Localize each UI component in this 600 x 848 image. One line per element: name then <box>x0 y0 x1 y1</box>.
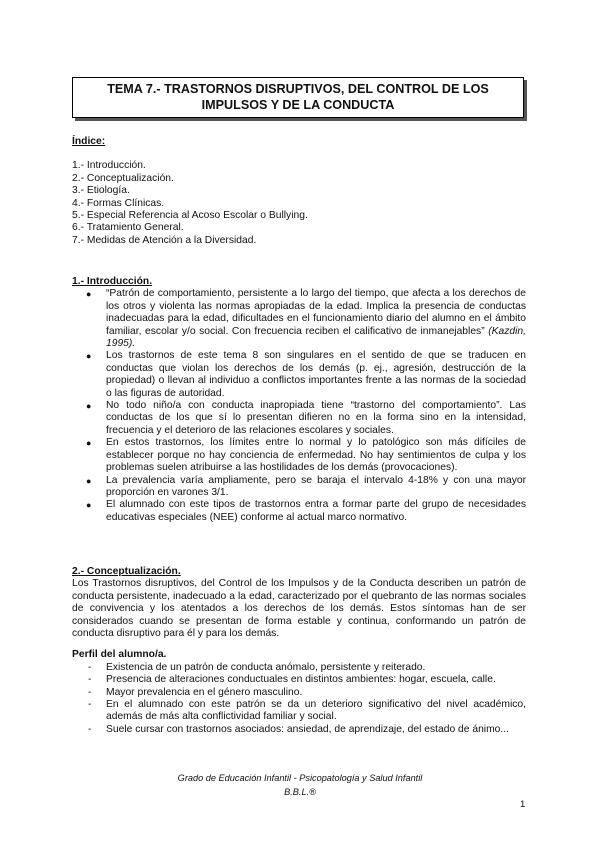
bullet-icon: ● <box>86 500 92 511</box>
bullet-icon: ● <box>86 401 92 412</box>
list-item <box>72 475 526 500</box>
index-item: 2.- Conceptualización. <box>72 172 174 184</box>
profile-item-text: Presencia de alteraciones conductuales en distintos ambientes: hogar, escuela, calle. <box>106 674 496 686</box>
index-heading: Índice: <box>72 136 106 147</box>
footer-author-line: B.B.L.® <box>284 787 316 797</box>
index-item: 6.- Tratamiento General. <box>72 222 184 234</box>
bullet-text: En estos trastornos, los límites entre lo normal y lo patológico son más difíciles de establecer porque no hay conciencia de enfermedad. No hay sentimientos de culpa y los problemas suelen atribuirse a las hostilidades de los demás (provocaciones). <box>106 437 526 474</box>
profile-item-text: Existencia de un patrón de conducta anómalo, persistente y reiterado. <box>106 661 426 673</box>
conceptualization-paragraph: Los Trastornos disruptivos, del Control de los Impulsos y de la Conducta describen un patrón de conducta persistente, inadecuado a la edad, caracterizado por el quebranto de las normas sociales de convivencia y los atentados a los derechos de los demás. Estos síntomas han de ser considerados cuando se presentan de forma estable y continua, conformando un patrón de conducta disruptivo para él y para los demás. <box>72 578 526 640</box>
index-item: 1.- Introducción. <box>72 160 146 172</box>
dash-marker: - <box>88 661 92 673</box>
list-item <box>72 400 526 437</box>
profile-heading: Perfil del alumno/a. <box>72 649 167 661</box>
introduction-section <box>72 276 526 524</box>
bullet-icon: ● <box>86 289 92 300</box>
bullet-icon: ● <box>86 438 92 449</box>
profile-item-text: Mayor prevalencia en el género masculino. <box>106 686 303 698</box>
bullet-text: Los trastornos de este tema 8 son singulares en el sentido de que se traducen en conductas que violan los derechos de los demás (p. ej., agresión, destrucción de la propiedad) o llevan al individuo a conflictos importantes frente a las normas de la sociedad o las figuras de autoridad. <box>106 350 526 399</box>
page-number: 1 <box>520 799 526 810</box>
index-item: 7.- Medidas de Atención a la Diversidad. <box>72 234 257 246</box>
dash-marker: - <box>88 699 92 711</box>
index-item: 5.- Especial Referencia al Acoso Escolar o Bullying. <box>72 210 308 222</box>
list-item <box>72 674 526 686</box>
index-list <box>72 160 526 247</box>
introduction-heading: 1.- Introducción. <box>72 276 153 287</box>
dash-marker: - <box>88 674 92 686</box>
conceptualization-section <box>72 566 526 736</box>
list-item <box>72 662 526 674</box>
profile-item-text: En el alumnado con este patrón se da un deterioro significativo del nivel académico, además de más alta conflictividad familiar y social. <box>106 699 526 723</box>
list-item <box>72 288 526 350</box>
dash-marker: - <box>88 723 92 735</box>
document-title-box <box>72 77 524 118</box>
list-item <box>72 687 526 699</box>
introduction-bullets <box>72 288 526 524</box>
bullet-text: “Patrón de comportamiento, persistente a lo largo del tiempo, que afecta a los derechos de los otros y violenta las normas apropiadas de la edad. Implica la presencia de conductas inadecuadas para la edad, dificultades en el funcionamiento diario del alumno en el ámbito familiar, escolar y/o social. Con frecuencia reciben el calificativo de inmanejables” <box>106 288 526 337</box>
citation: (Kazdin, 1995). <box>106 325 526 350</box>
dash-marker: - <box>88 686 92 698</box>
index-item: 3.- Etiología. <box>72 185 130 197</box>
bullet-text: El alumnado con este tipos de trastornos entra a formar parte del grupo de necesidades educativas especiales (NEE) conforme al actual marco normativo. <box>106 499 526 523</box>
profile-item-text: Suele cursar con trastornos asociados: ansiedad, de aprendizaje, del estado de ánimo... <box>106 723 509 735</box>
bullet-icon: ● <box>86 475 92 486</box>
conceptualization-heading: 2.- Conceptualización. <box>72 566 181 577</box>
bullet-text: No todo niño/a con conducta inapropiada tiene “trastorno del comportamiento”. Las conductas de los que sí lo presentan difieren no en la forma sino en la intensidad, frecuencia y el deterioro de las relaciones escolares y sociales. <box>106 400 526 436</box>
footer-course-line: Grado de Educación Infantil - Psicopatología y Salud Infantil <box>177 773 423 783</box>
index-item: 4.- Formas Clínicas. <box>72 197 165 209</box>
list-item <box>72 499 526 524</box>
list-item <box>72 350 526 400</box>
profile-list <box>72 662 526 736</box>
list-item <box>72 724 526 736</box>
list-item <box>72 437 526 474</box>
bullet-text: La prevalencia varía ampliamente, pero se baraja el intervalo 4-18% y con una mayor proporción en varones 3/1. <box>106 474 526 498</box>
index-section <box>72 136 526 247</box>
document-title: TEMA 7.- TRASTORNOS DISRUPTIVOS, DEL CONTROL DE LOS IMPULSOS Y DE LA CONDUCTA <box>107 82 489 112</box>
list-item <box>72 699 526 724</box>
bullet-icon: ● <box>86 351 92 362</box>
